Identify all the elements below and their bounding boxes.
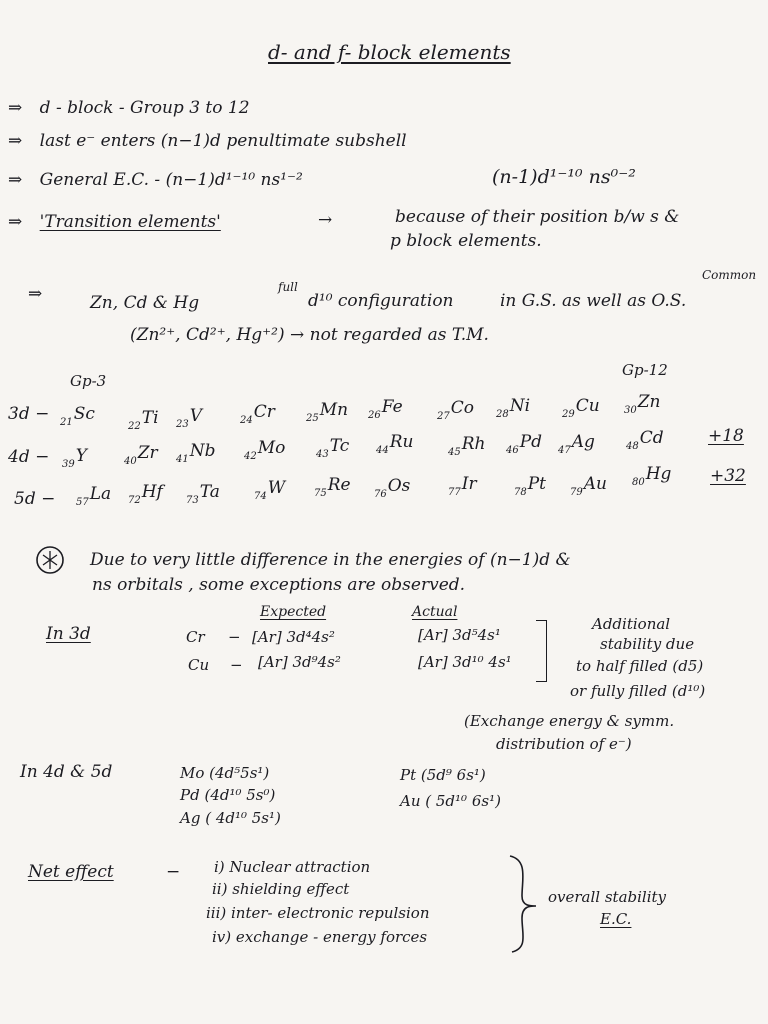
element-ru: $_{44}$Ru bbox=[376, 432, 414, 456]
net-effect-item-3: iii) inter- electronic repulsion bbox=[206, 904, 430, 922]
exchange-line-1: (Exchange energy & symm. bbox=[464, 712, 675, 730]
cr-dash: − bbox=[228, 628, 241, 646]
page-title: d- and f- block elements bbox=[268, 40, 511, 64]
au-config: Au ( 5d¹⁰ 6s¹) bbox=[400, 792, 501, 810]
zn-note-line-2: (Zn²⁺, Cd²⁺, Hg⁺²) → not regarded as T.M. bbox=[130, 325, 489, 345]
series-3d-label: 3d − bbox=[8, 404, 50, 424]
cu-expected: [Ar] 3d⁹4s² bbox=[258, 653, 341, 671]
expected-heading: Expected bbox=[260, 604, 327, 620]
element-ir: $_{77}$Ir bbox=[448, 474, 477, 498]
element-cr: $_{24}$Cr bbox=[240, 402, 275, 426]
element-zr: $_{40}$Zr bbox=[124, 443, 158, 467]
element-re: $_{75}$Re bbox=[314, 475, 351, 499]
element-au: $_{79}$Au bbox=[570, 474, 607, 498]
in-3d-label: In 3d bbox=[46, 624, 91, 644]
net-effect-item-1: i) Nuclear attraction bbox=[214, 858, 371, 876]
intro-line-1: ⇒ d - block - Group 3 to 12 bbox=[8, 98, 250, 118]
actual-heading: Actual bbox=[412, 604, 458, 620]
stability-line-1: Additional bbox=[592, 615, 671, 633]
zn-note-line-1: Zn, Cd & Hg bbox=[90, 293, 200, 313]
element-ni: $_{28}$Ni bbox=[496, 396, 531, 420]
element-hf: $_{72}$Hf bbox=[128, 482, 163, 506]
element-v: $_{23}$V bbox=[176, 406, 203, 430]
intro-line-3: ⇒ General E.C. - (n−1)d¹⁻¹⁰ ns¹⁻² bbox=[8, 170, 303, 190]
stability-line-4: or fully filled (d¹⁰) bbox=[570, 682, 706, 700]
element-tc: $_{43}$Tc bbox=[316, 436, 350, 460]
arrow-icon: ⇒ bbox=[8, 131, 23, 151]
net-effect-item-2: ii) shielding effect bbox=[212, 880, 350, 898]
cr-expected: [Ar] 3d⁴4s² bbox=[252, 628, 335, 646]
series-5d-offset: +32 bbox=[710, 466, 746, 486]
element-la: $_{57}$La bbox=[76, 484, 112, 508]
cr-actual: [Ar] 3d⁵4s¹ bbox=[418, 626, 501, 644]
zn-note-os: in G.S. as well as O.S. bbox=[500, 291, 687, 311]
element-zn: $_{30}$Zn bbox=[624, 392, 661, 416]
element-nb: $_{41}$Nb bbox=[176, 441, 216, 465]
arrow-icon: ⇒ bbox=[8, 98, 23, 118]
element-cu: $_{29}$Cu bbox=[562, 396, 600, 420]
group-12-label: Gp-12 bbox=[622, 361, 668, 379]
element-ta: $_{73}$Ta bbox=[186, 482, 220, 506]
element-fe: $_{26}$Fe bbox=[368, 397, 403, 421]
full-label: full bbox=[278, 280, 298, 294]
element-cd: $_{48}$Cd bbox=[626, 428, 664, 452]
cr-symbol: Cr bbox=[186, 628, 205, 646]
exception-line-2: ns orbitals , some exceptions are observed. bbox=[92, 575, 466, 595]
series-5d-label: 5d − bbox=[14, 489, 56, 509]
mo-config: Mo (4d⁵5s¹) bbox=[180, 764, 270, 782]
pt-config: Pt (5d⁹ 6s¹) bbox=[400, 766, 486, 784]
intro-line-4: ⇒ 'Transition elements' bbox=[8, 212, 221, 232]
element-mo: $_{42}$Mo bbox=[244, 438, 286, 462]
cu-actual: [Ar] 3d¹⁰ 4s¹ bbox=[418, 653, 512, 671]
element-y: $_{39}$Y bbox=[62, 446, 87, 470]
element-co: $_{27}$Co bbox=[437, 398, 474, 422]
in-4d-5d-label: In 4d & 5d bbox=[20, 762, 113, 782]
exception-line-1: Due to very little difference in the energies of (n−1)d & bbox=[90, 550, 571, 570]
stability-line-2: stability due bbox=[600, 635, 695, 653]
element-sc: $_{21}$Sc bbox=[60, 404, 95, 428]
element-w: $_{74}$W bbox=[254, 478, 286, 502]
common-label: Common bbox=[702, 268, 757, 282]
series-4d-offset: +18 bbox=[708, 426, 744, 446]
overall-stability: overall stability bbox=[548, 888, 667, 906]
zn-note-arrow: ⇒ bbox=[28, 284, 43, 304]
general-ec-alt: (n-1)d¹⁻¹⁰ ns⁰⁻² bbox=[492, 166, 636, 188]
pd-config: Pd (4d¹⁰ 5s⁰) bbox=[180, 786, 276, 804]
element-hg: $_{80}$Hg bbox=[632, 464, 672, 488]
group-3-label: Gp-3 bbox=[70, 372, 107, 390]
ag-config: Ag ( 4d¹⁰ 5s¹) bbox=[180, 809, 281, 827]
element-pd: $_{46}$Pd bbox=[506, 432, 543, 456]
transition-reason-line-1: because of their position b/w s & bbox=[395, 207, 680, 227]
net-effect-item-4: iv) exchange - energy forces bbox=[212, 928, 428, 946]
stability-line-3: to half filled (d5) bbox=[576, 657, 704, 675]
transition-reason-line-2: p block elements. bbox=[390, 231, 542, 251]
element-ag: $_{47}$Ag bbox=[558, 432, 595, 456]
net-effect-label: Net effect bbox=[28, 862, 114, 882]
overall-stability-ec: E.C. bbox=[600, 910, 632, 928]
cu-symbol: Cu bbox=[188, 656, 210, 674]
element-pt: $_{78}$Pt bbox=[514, 474, 547, 498]
series-4d-label: 4d − bbox=[8, 447, 50, 467]
arrow-icon: ⇒ bbox=[8, 170, 23, 190]
element-ti: $_{22}$Ti bbox=[128, 408, 159, 432]
intro-line-2: ⇒ last e⁻ enters (n−1)d penultimate subshell bbox=[8, 131, 407, 151]
arrow-icon: → bbox=[318, 210, 333, 230]
cu-dash: − bbox=[230, 656, 243, 674]
net-effect-dash: − bbox=[166, 862, 181, 882]
element-os: $_{76}$Os bbox=[374, 476, 411, 500]
exchange-line-2: distribution of e⁻) bbox=[496, 735, 632, 753]
arrow-icon: ⇒ bbox=[8, 212, 23, 232]
zn-note-config: d¹⁰ configuration bbox=[308, 291, 454, 311]
element-rh: $_{45}$Rh bbox=[448, 434, 486, 458]
element-mn: $_{25}$Mn bbox=[306, 400, 349, 424]
